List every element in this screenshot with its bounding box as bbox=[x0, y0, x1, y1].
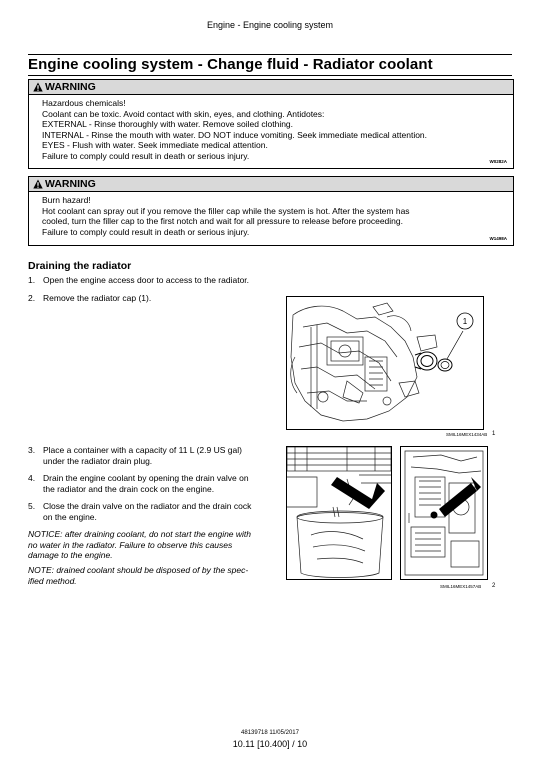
step-2 bbox=[28, 293, 288, 304]
running-header: Engine - Engine cooling system bbox=[206, 20, 334, 30]
warning-label: WARNING bbox=[45, 81, 96, 93]
note-line: ified method. bbox=[28, 575, 77, 586]
drain-cock-illustration bbox=[401, 447, 487, 579]
warning-triangle-icon bbox=[33, 179, 43, 189]
step-number: 5. bbox=[28, 501, 36, 511]
warning-body bbox=[29, 95, 513, 161]
title-bottom-rule bbox=[28, 75, 512, 76]
warning-line: Burn hazard! bbox=[42, 195, 91, 205]
warning-line: cooled, turn the filler cap to the first notch and wait for all pressure to release before proceeding. bbox=[42, 216, 403, 226]
section-heading: Draining the radiator bbox=[28, 260, 132, 272]
warning-line: Failure to comply could result in death or serious injury. bbox=[42, 150, 250, 161]
step-text: Close the drain valve on the radiator and the drain cock bbox=[43, 501, 252, 511]
warning-box-chemicals bbox=[28, 79, 514, 169]
warning-box-burn bbox=[28, 176, 514, 246]
warning-line: Coolant can be toxic. Avoid contact with skin, eyes, and clothing. Antidotes: bbox=[42, 108, 325, 119]
figure-1-code: SMIL16MEX1434AB bbox=[446, 432, 488, 437]
footer-page-ref: 10.11 [10.400] / 10 bbox=[232, 739, 308, 749]
warning-line: EYES - Flush with water. Seek immediate medical attention. bbox=[42, 140, 268, 150]
footer-doc-ref: 48139718 11/05/2017 bbox=[241, 730, 299, 736]
note-text bbox=[28, 565, 268, 586]
step-5 bbox=[28, 501, 288, 523]
step-1 bbox=[28, 275, 288, 286]
step-text: Open the engine access door to access to the radiator. bbox=[43, 275, 250, 285]
title-top-rule bbox=[28, 54, 512, 55]
warning-code: W1498A bbox=[489, 236, 507, 241]
warning-body bbox=[29, 192, 513, 237]
step-text: on the engine. bbox=[43, 511, 97, 522]
figure-1-engine-radiator-cap bbox=[286, 296, 484, 430]
warning-label: WARNING bbox=[45, 178, 96, 190]
step-text: Remove the radiator cap (1). bbox=[43, 293, 152, 303]
warning-line: Failure to comply could result in death or serious injury. bbox=[42, 226, 250, 237]
step-number: 4. bbox=[28, 473, 36, 483]
warning-line: Hazardous chemicals! bbox=[42, 98, 126, 108]
step-number: 3. bbox=[28, 445, 36, 455]
step-number: 1. bbox=[28, 275, 36, 285]
figure-2-number: 2 bbox=[492, 583, 496, 589]
page-title: Engine cooling system - Change fluid - Radiator coolant bbox=[28, 56, 433, 73]
step-text: the radiator and the drain cock on the engine. bbox=[43, 483, 215, 494]
note-line: NOTICE: after draining coolant, do not start the engine with bbox=[28, 529, 252, 539]
drain-container-illustration bbox=[287, 447, 391, 579]
warning-header bbox=[29, 80, 513, 95]
warning-code: W0282A bbox=[489, 159, 507, 164]
step-number: 2. bbox=[28, 293, 36, 303]
notice-text bbox=[28, 529, 268, 561]
step-text: Drain the engine coolant by opening the drain valve on bbox=[43, 473, 249, 483]
note-line: damage to the engine. bbox=[28, 550, 113, 560]
figure-callout-1: 1 bbox=[462, 317, 468, 326]
engine-illustration bbox=[287, 297, 483, 429]
figure-2-engine-drain-cock bbox=[400, 446, 488, 580]
note-line: NOTE: drained coolant should be disposed of by the spec- bbox=[28, 565, 249, 575]
figure-1-number: 1 bbox=[492, 431, 496, 437]
step-text: Place a container with a capacity of 11 L (2.9 US gal) bbox=[43, 445, 242, 455]
step-3 bbox=[28, 445, 288, 467]
step-text: under the radiator drain plug. bbox=[43, 455, 153, 466]
note-line: no water in the radiator. Failure to observe this causes bbox=[28, 539, 233, 550]
figure-2-container-drain bbox=[286, 446, 392, 580]
warning-line: EXTERNAL - Rinse thoroughly with water. Remove soiled clothing. bbox=[42, 119, 294, 129]
warning-line: Hot coolant can spray out if you remove the filler cap while the system is hot. After the system has bbox=[42, 205, 410, 216]
warning-triangle-icon bbox=[33, 82, 43, 92]
warning-line: INTERNAL - Rinse the mouth with water. DO NOT induce vomiting. Seek immediate medical attention. bbox=[42, 129, 428, 140]
warning-header bbox=[29, 177, 513, 192]
figure-2-code: SMIL16MEX1457AB bbox=[440, 584, 482, 589]
step-4 bbox=[28, 473, 288, 495]
